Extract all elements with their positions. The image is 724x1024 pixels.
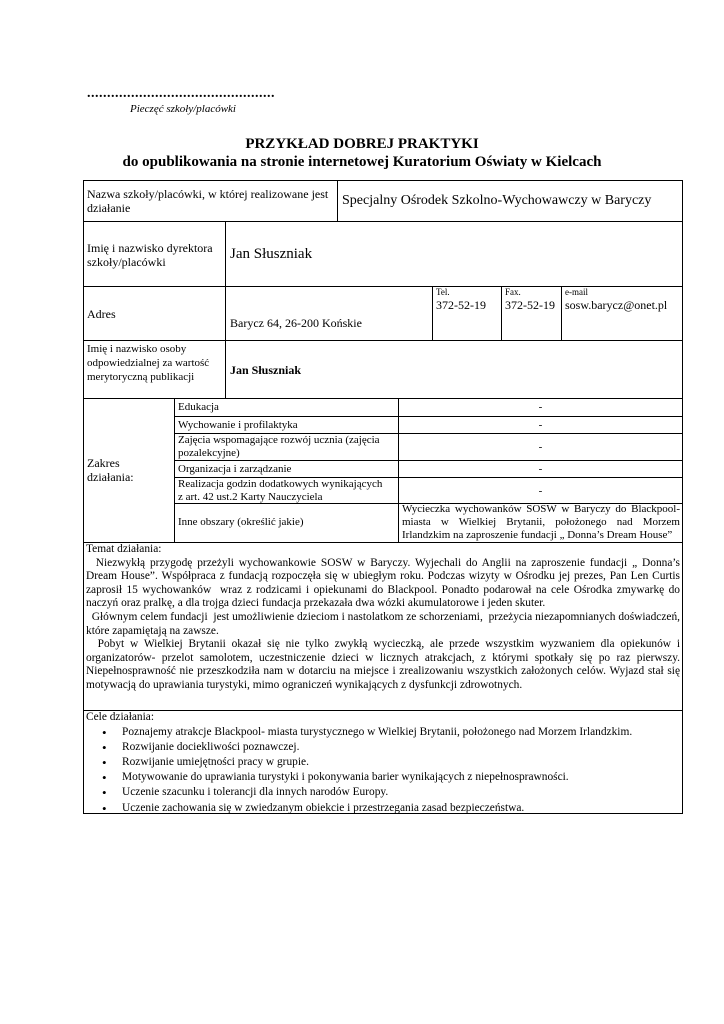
scope-row-value: - (538, 401, 543, 413)
email-label: e-mail (565, 287, 588, 297)
email-value: sosw.barycz@onet.pl (565, 298, 668, 312)
goal-item: • Uczenie zachowania się w zwiedzanym obiekcie i przestrzegania zasad bezpieczeństwa. (96, 801, 680, 816)
goal-item: • Rozwijanie dociekliwości poznawczej. (96, 740, 680, 755)
scope-row-name: Inne obszary (określić jakie) (178, 516, 304, 528)
scope-row-value: - (538, 485, 543, 497)
scope-label: Zakres działania: (87, 456, 134, 484)
document-title: PRZYKŁAD DOBREJ PRAKTYKI (245, 136, 479, 152)
stamp-label: Pieczęć szkoły/placówki (130, 103, 236, 115)
scope-row-name: Realizacja godzin dodatkowych wynikających z art. 42 ust.2 Karty Nauczyciela (178, 478, 383, 503)
scope-row-value: - (538, 463, 543, 475)
scope-row-name: Edukacja (178, 401, 219, 413)
goal-item: • Poznajemy atrakcje Blackpool- miasta turystycznego w Wielkiej Brytanii, położonego nad Morzem Irlandzkim. (96, 725, 680, 740)
address-value: Barycz 64, 26-200 Końskie (230, 316, 362, 330)
topic-paragraph: Głównym celem fundacji jest umożliwienie dzieciom i nastolatkom ze schorzeniami, przeżycia niezapomnianych doświadczeń, które zapamiętają na zawsze. (86, 610, 683, 637)
director-name: Jan Słuszniak (230, 246, 313, 262)
topic-paragraph: Pobyt w Wielkiej Brytanii okazał się nie tylko zwykłą wycieczką, ale przede wszystkim wyzwaniem dla opiekunów i organizatorów- przelot samolotem, uczestniczenie dzieci w licznych atrakcjach, z którymi spotkały się po raz pierwszy. Niepełnosprawność nie przeszkodziła nam w dotarciu na miejsce i zrealizowaniu wszystkich założonych celów. Wyjazd stał się motywacją do uprawiania turystyki, mimo ograniczeń wynikających z dysfunkcji zdrowotnych. (86, 638, 683, 691)
scope-row-name: Organizacja i zarządzanie (178, 463, 292, 475)
responsible-name: Jan Słuszniak (230, 363, 302, 377)
tel-value: 372-52-19 (436, 298, 486, 312)
school-name-value: Specjalny Ośrodek Szkolno-Wychowawczy w Baryczy (342, 193, 652, 208)
goal-item: • Rozwijanie umiejętności pracy w grupie. (96, 755, 680, 770)
school-name-label: Nazwa szkoły/placówki, w której realizowane jest działanie (87, 187, 329, 215)
goals-label: Cele działania: (86, 711, 154, 723)
director-label: Imię i nazwisko dyrektora szkoły/placówki (87, 241, 213, 269)
topic-section (86, 543, 683, 693)
scope-row-value: Wycieczka wychowanków SOSW w Baryczy do Blackpool- miasta w Wielkiej Brytanii, położonego nad Morzem Irlandzkim na zaproszenie fundacji „ Donna’s Dream House” (402, 503, 680, 541)
fax-label: Fax. (505, 287, 521, 297)
address-label: Adres (87, 307, 116, 321)
scope-row-name: Wychowanie i profilaktyka (178, 419, 298, 431)
goal-item: • Motywowanie do uprawiania turystyki i pokonywania barier wynikających z niepełnosprawności. (96, 770, 680, 785)
scope-row-name: Zajęcia wspomagające rozwój ucznia (zajęcia pozalekcyjne) (178, 434, 380, 459)
scope-row-value: - (538, 419, 543, 431)
stamp-dotted-line: ............................................... (87, 86, 275, 101)
topic-paragraph: Niezwykłą przygodę przeżyli wychowankowie SOSW w Baryczy. Wyjechali do Anglii na zaproszenie fundacji „ Donna’s Dream House”. Współpraca z fundacją rozpoczęła się w ubiegłym roku. Podczas wizyty w Ośrodku jej prezes, Pan Len Curtis zaprosił 15 wychowanków wraz z rodzicami i opiekunami do Blackpool. Ponadto podarował na cele Ośrodka zmywarkę do naczyń oraz pralkę, a dla trojga dzieci fundacja przekazała dwa wózki akumulatorowe i jeden skuter. (86, 556, 683, 610)
fax-value: 372-52-19 (505, 298, 555, 312)
topic-label: Temat działania: (86, 543, 162, 555)
tel-label: Tel. (436, 287, 450, 297)
scope-row-value: - (538, 441, 543, 453)
document-subtitle: do opublikowania na stronie internetowej Kuratorium Oświaty w Kielcach (122, 154, 602, 170)
responsible-label: Imię i nazwisko osoby odpowiedzialnej za wartość merytoryczną publikacji (87, 343, 210, 383)
goals-section (86, 711, 680, 816)
goal-item: • Uczenie szacunku i tolerancji dla innych narodów Europy. (96, 785, 680, 800)
goals-list (96, 725, 680, 816)
